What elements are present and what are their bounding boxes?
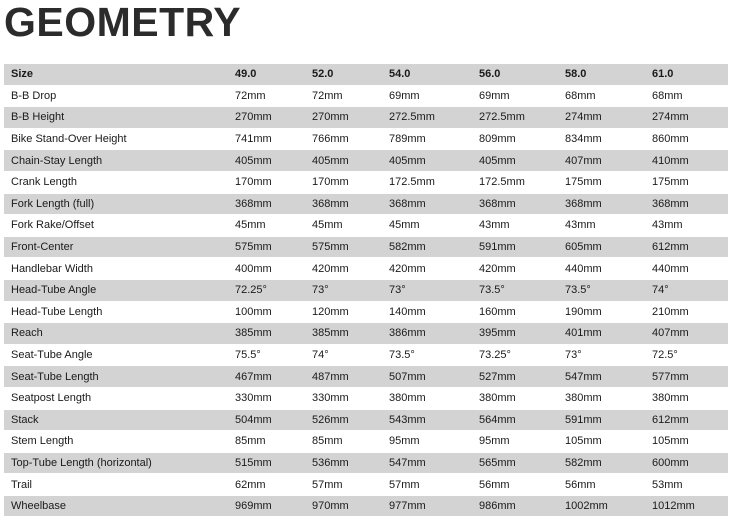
table-cell: 395mm [472, 323, 558, 345]
table-cell: 575mm [305, 236, 382, 258]
row-label: Seat-Tube Length [4, 366, 228, 388]
table-cell: 43mm [472, 215, 558, 237]
table-cell: 72mm [305, 85, 382, 107]
table-cell: 368mm [228, 193, 305, 215]
table-cell: 405mm [472, 150, 558, 172]
table-cell: 969mm [228, 495, 305, 517]
table-cell: 577mm [645, 366, 728, 388]
header-label: Size [4, 64, 228, 85]
row-label: Trail [4, 474, 228, 496]
table-cell: 970mm [305, 495, 382, 517]
table-cell: 420mm [305, 258, 382, 280]
table-cell: 56mm [472, 474, 558, 496]
table-cell: 860mm [645, 128, 728, 150]
table-cell: 407mm [558, 150, 645, 172]
row-label: Stem Length [4, 431, 228, 453]
table-cell: 507mm [382, 366, 472, 388]
row-label: Chain-Stay Length [4, 150, 228, 172]
table-cell: 565mm [472, 452, 558, 474]
table-cell: 45mm [382, 215, 472, 237]
table-cell: 72mm [228, 85, 305, 107]
table-cell: 405mm [228, 150, 305, 172]
table-cell: 73.5° [472, 279, 558, 301]
table-row [4, 474, 728, 496]
geometry-table-body [4, 64, 728, 517]
row-label: Seat-Tube Angle [4, 344, 228, 366]
table-cell: 160mm [472, 301, 558, 323]
table-cell: 420mm [382, 258, 472, 280]
table-cell: 1002mm [558, 495, 645, 517]
table-cell: 74° [305, 344, 382, 366]
table-row [4, 301, 728, 323]
size-header: 56.0 [472, 64, 558, 85]
row-label: Bike Stand-Over Height [4, 128, 228, 150]
table-cell: 45mm [305, 215, 382, 237]
row-label: B-B Height [4, 107, 228, 129]
table-cell: 591mm [558, 409, 645, 431]
table-cell: 73° [382, 279, 472, 301]
size-header: 49.0 [228, 64, 305, 85]
table-cell: 407mm [645, 323, 728, 345]
table-cell: 73° [305, 279, 382, 301]
table-cell: 401mm [558, 323, 645, 345]
table-cell: 834mm [558, 128, 645, 150]
table-cell: 175mm [558, 171, 645, 193]
table-cell: 190mm [558, 301, 645, 323]
table-cell: 75.5° [228, 344, 305, 366]
size-header: 52.0 [305, 64, 382, 85]
table-cell: 274mm [558, 107, 645, 129]
table-row [4, 85, 728, 107]
table-cell: 440mm [558, 258, 645, 280]
table-cell: 170mm [305, 171, 382, 193]
table-cell: 386mm [382, 323, 472, 345]
table-cell: 564mm [472, 409, 558, 431]
row-label: Fork Length (full) [4, 193, 228, 215]
table-cell: 272.5mm [472, 107, 558, 129]
table-cell: 73.25° [472, 344, 558, 366]
table-cell: 68mm [645, 85, 728, 107]
table-cell: 575mm [228, 236, 305, 258]
table-cell: 210mm [645, 301, 728, 323]
table-cell: 69mm [382, 85, 472, 107]
table-cell: 53mm [645, 474, 728, 496]
table-cell: 43mm [645, 215, 728, 237]
table-cell: 368mm [472, 193, 558, 215]
table-cell: 380mm [558, 387, 645, 409]
table-cell: 380mm [472, 387, 558, 409]
table-cell: 100mm [228, 301, 305, 323]
table-row [4, 323, 728, 345]
size-header: 58.0 [558, 64, 645, 85]
table-cell: 170mm [228, 171, 305, 193]
table-cell: 368mm [645, 193, 728, 215]
table-cell: 527mm [472, 366, 558, 388]
table-row [4, 431, 728, 453]
table-cell: 120mm [305, 301, 382, 323]
table-row [4, 215, 728, 237]
table-cell: 73° [558, 344, 645, 366]
row-label: Wheelbase [4, 495, 228, 517]
table-cell: 420mm [472, 258, 558, 280]
table-cell: 73.5° [558, 279, 645, 301]
page-title: GEOMETRY [4, 0, 242, 45]
row-label: Crank Length [4, 171, 228, 193]
size-header: 61.0 [645, 64, 728, 85]
table-cell: 405mm [305, 150, 382, 172]
table-row [4, 409, 728, 431]
table-cell: 368mm [382, 193, 472, 215]
table-cell: 385mm [228, 323, 305, 345]
table-cell: 270mm [305, 107, 382, 129]
table-cell: 57mm [305, 474, 382, 496]
table-cell: 270mm [228, 107, 305, 129]
table-cell: 612mm [645, 409, 728, 431]
table-cell: 1012mm [645, 495, 728, 517]
table-cell: 977mm [382, 495, 472, 517]
table-row [4, 193, 728, 215]
table-cell: 380mm [645, 387, 728, 409]
geometry-table [4, 64, 728, 517]
table-row [4, 279, 728, 301]
table-cell: 330mm [228, 387, 305, 409]
table-cell: 741mm [228, 128, 305, 150]
table-row [4, 387, 728, 409]
table-cell: 69mm [472, 85, 558, 107]
table-cell: 330mm [305, 387, 382, 409]
row-label: B-B Drop [4, 85, 228, 107]
table-cell: 368mm [305, 193, 382, 215]
table-cell: 467mm [228, 366, 305, 388]
table-cell: 56mm [558, 474, 645, 496]
table-cell: 272.5mm [382, 107, 472, 129]
table-cell: 95mm [382, 431, 472, 453]
table-cell: 591mm [472, 236, 558, 258]
table-row [4, 171, 728, 193]
table-cell: 385mm [305, 323, 382, 345]
table-cell: 809mm [472, 128, 558, 150]
table-cell: 85mm [228, 431, 305, 453]
table-cell: 400mm [228, 258, 305, 280]
table-cell: 547mm [558, 366, 645, 388]
table-cell: 504mm [228, 409, 305, 431]
table-header-row [4, 64, 728, 85]
table-cell: 68mm [558, 85, 645, 107]
row-label: Handlebar Width [4, 258, 228, 280]
table-cell: 140mm [382, 301, 472, 323]
table-row [4, 128, 728, 150]
table-cell: 582mm [558, 452, 645, 474]
row-label: Head-Tube Length [4, 301, 228, 323]
table-cell: 515mm [228, 452, 305, 474]
table-cell: 440mm [645, 258, 728, 280]
row-label: Reach [4, 323, 228, 345]
table-cell: 986mm [472, 495, 558, 517]
table-row [4, 258, 728, 280]
size-header: 54.0 [382, 64, 472, 85]
table-cell: 105mm [558, 431, 645, 453]
table-cell: 57mm [382, 474, 472, 496]
row-label: Top-Tube Length (horizontal) [4, 452, 228, 474]
table-cell: 73.5° [382, 344, 472, 366]
table-row [4, 236, 728, 258]
row-label: Seatpost Length [4, 387, 228, 409]
row-label: Front-Center [4, 236, 228, 258]
row-label: Head-Tube Angle [4, 279, 228, 301]
table-cell: 175mm [645, 171, 728, 193]
table-cell: 582mm [382, 236, 472, 258]
table-cell: 274mm [645, 107, 728, 129]
table-cell: 543mm [382, 409, 472, 431]
table-cell: 612mm [645, 236, 728, 258]
table-cell: 62mm [228, 474, 305, 496]
row-label: Fork Rake/Offset [4, 215, 228, 237]
table-cell: 605mm [558, 236, 645, 258]
table-row [4, 344, 728, 366]
table-row [4, 452, 728, 474]
table-cell: 600mm [645, 452, 728, 474]
table-cell: 789mm [382, 128, 472, 150]
table-cell: 45mm [228, 215, 305, 237]
table-cell: 368mm [558, 193, 645, 215]
table-cell: 487mm [305, 366, 382, 388]
table-cell: 95mm [472, 431, 558, 453]
table-cell: 172.5mm [382, 171, 472, 193]
table-row [4, 366, 728, 388]
table-cell: 74° [645, 279, 728, 301]
table-cell: 405mm [382, 150, 472, 172]
table-cell: 43mm [558, 215, 645, 237]
table-row [4, 495, 728, 517]
table-row [4, 107, 728, 129]
table-cell: 72.25° [228, 279, 305, 301]
table-cell: 547mm [382, 452, 472, 474]
table-cell: 536mm [305, 452, 382, 474]
table-cell: 410mm [645, 150, 728, 172]
row-label: Stack [4, 409, 228, 431]
table-cell: 380mm [382, 387, 472, 409]
table-cell: 172.5mm [472, 171, 558, 193]
table-cell: 105mm [645, 431, 728, 453]
table-cell: 72.5° [645, 344, 728, 366]
table-cell: 85mm [305, 431, 382, 453]
table-cell: 526mm [305, 409, 382, 431]
table-cell: 766mm [305, 128, 382, 150]
table-row [4, 150, 728, 172]
